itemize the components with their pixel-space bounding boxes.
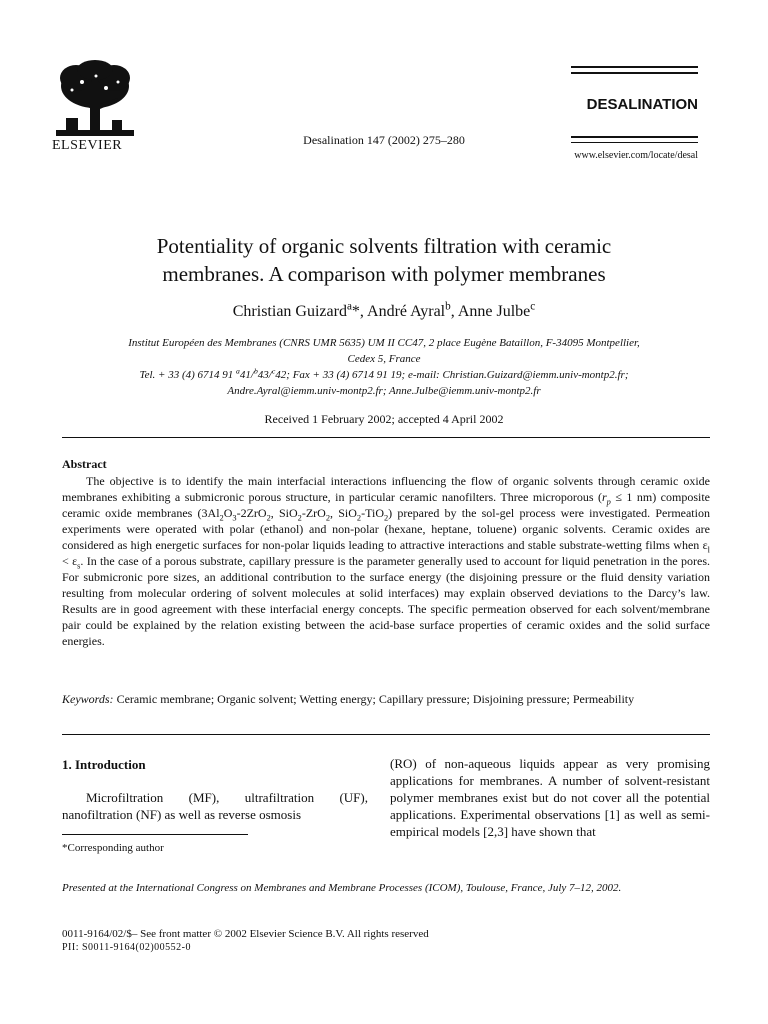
footnote-rule — [62, 834, 248, 835]
email-line: Andre.Ayral@iemm.univ-montp2.fr; Anne.Julbe@iemm.univ-montp2.fr — [227, 385, 541, 397]
keywords-text: Ceramic membrane; Organic solvent; Wetting energy; Capillary pressure; Disjoining pressure; Permeability — [113, 692, 635, 706]
body-column-right: (RO) of non-aqueous liquids appear as very promising applications for membranes. A number of solvent-resistant polymer membranes exist but do not cover all the potential applications. Experimental observations [1] as well as semi-empirical models [2,3] have shown that — [390, 756, 710, 839]
affiliation-marker: c — [530, 300, 536, 313]
keywords — [62, 691, 710, 707]
author-list — [0, 300, 768, 321]
affiliation-line: Cedex 5, France — [347, 353, 421, 365]
journal-url[interactable]: www.elsevier.com/locate/desal — [574, 150, 698, 161]
header-rule-bottom — [571, 136, 698, 138]
conference-note: Presented at the International Congress on Membranes and Membrane Processes (ICOM), Toulouse, France, July 7–12, 2002. — [62, 882, 622, 894]
header-rule-top — [571, 66, 698, 68]
elsevier-tree-logo-icon — [52, 60, 138, 144]
abstract-text: The objective is to identify the main interfacial interactions influencing the flow of organic solvents through ceramic oxide membranes exhibiting a submicronic porous structure, in particular ceramic nanofilters. Three microporous ($r_p \le 1$ nm) composite ceramic oxide membranes ($3Al_2O_3-2ZrO_2$, SiO$_2$-ZrO$_2$, SiO$_2$-TiO$_2$) prepared by the sol-gel process were investigated. Permeation experiments were operated with polar (ethanol) and non-polar (hexane, heptane, toluene) organic solvents. Ceramic oxides are considered as high energetic surfaces for non-polar liquids leading to attractive interactions and stable substrate-wetting films when $\varepsilon_l < \varepsilon_s$. In the case of a porous substrate, capillary pressure is the parameter generally used to account for liquid penetration in the pores. For submicronic pore sizes, an additional contribution to the surface energy (the disjoining pressure or the fluid density variation resulting from molecular ordering of solvent molecules at solid interfaces) may explain observed deviations to the Darcy’s law. Results are in good agreement with these interfacial energy concepts. The specific permeation observed for each solvent/membrane pair could be explained by the relation existing between the acid-base surface properties of ceramic oxides and the solid surface energies. — [62, 474, 711, 648]
author-name: André Ayral — [367, 303, 446, 320]
journal-title: DESALINATION — [586, 96, 698, 113]
affiliation-marker: b — [445, 300, 451, 313]
contact-line: Tel. + 33 (4) 6714 91 $^a$41/$^b$43/$^c$42; Fax + 33 (4) 6714 91 19; e-mail: Christian.Guizard@iemm.univ-montp2.fr; — [139, 366, 629, 381]
article-title — [60, 232, 708, 288]
publisher-name: ELSEVIER — [52, 138, 123, 153]
body-column-left: Microfiltration (MF), ultrafiltration (UF), nanofiltration (NF) as well as reverse osmosis — [62, 790, 368, 822]
author-separator: , — [450, 303, 458, 320]
journal-citation: Desalination 147 (2002) 275–280 — [303, 133, 465, 147]
author-name: Anne Julbe — [457, 303, 531, 320]
footnote: *Corresponding author — [62, 842, 164, 854]
abstract-heading: Abstract — [62, 457, 107, 471]
divider — [62, 734, 710, 735]
affiliation-marker: a — [346, 300, 352, 313]
header-rule-top-2 — [571, 72, 698, 74]
header-rule-bottom-2 — [571, 142, 698, 143]
divider — [62, 437, 710, 438]
affiliation — [60, 335, 708, 399]
pii-line: PII: S0011-9164(02)00552-0 — [62, 942, 192, 953]
title-line-2: membranes. A comparison with polymer membranes — [162, 262, 606, 286]
received-dates: Received 1 February 2002; accepted 4 April 2002 — [264, 412, 504, 426]
title-line-1: Potentiality of organic solvents filtration with ceramic — [156, 234, 612, 258]
corresponding-marker: *, — [351, 303, 368, 320]
affiliation-line: Institut Européen des Membranes (CNRS UMR 5635) UM II CC47, 2 place Eugène Bataillon, F-34095 Montpellier, — [128, 337, 640, 349]
keywords-label: Keywords: — [62, 692, 114, 706]
issn-line: 0011-9164/02/$– See front matter © 2002 Elsevier Science B.V. All rights reserved — [62, 928, 429, 940]
author-name: Christian Guizard — [232, 303, 347, 320]
section-heading: 1. Introduction — [62, 757, 146, 772]
